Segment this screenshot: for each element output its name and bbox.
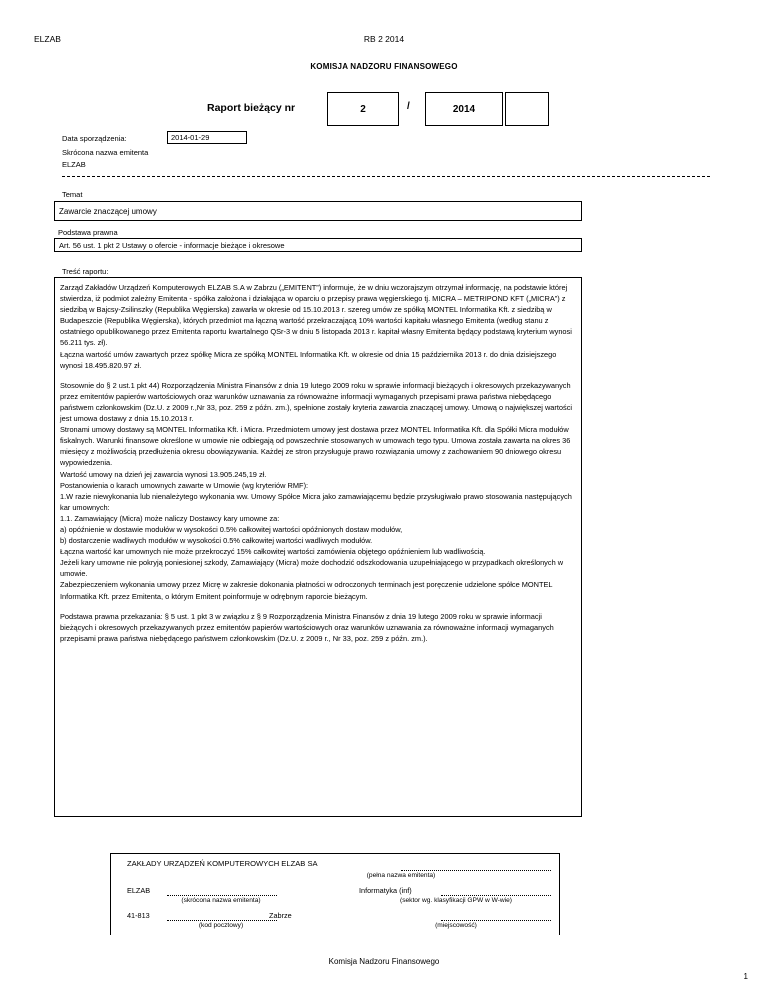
short-name-value: ELZAB [62, 160, 86, 169]
dotted-rule [401, 870, 551, 871]
subject-value: Zawarcie znaczącej umowy [54, 201, 582, 221]
content-paragraph: Podstawa prawna przekazania: § 5 ust. 1 pkt 3 w związku z § 9 Rozporządzenia Ministra Finansów z dnia 19 lutego 2009 roku w sprawie informacji bieżących i okresowych przekazywanych przez emitentów papierów wartościowych oraz warunków uznawania za równoważne informacji wymaganych przepisami prawa państwa niebędącego państwem członkowskim (Dz.U. z 2009 r., Nr 33, poz. 259 z późn. zm.). [60, 611, 554, 643]
report-number-row [207, 92, 587, 126]
date-label: Data sporządzenia: [62, 134, 127, 143]
dotted-rule [441, 920, 551, 921]
content-paragraph: 1.W razie niewykonania lub nienależytego wykonania ww. Umowy Spółce Micra jako zamawiającemu będzie przysługiwało prawo stosowania następujących kar umownych: [60, 491, 572, 512]
divider [62, 176, 710, 177]
page-header [0, 34, 768, 46]
legal-basis-label: Podstawa prawna [58, 228, 118, 237]
report-year-box: 2014 [425, 92, 503, 126]
dotted-rule [167, 895, 277, 896]
content-paragraph: Łączna wartość kar umownych nie może przekroczyć 15% całkowitej wartości zamówienia objętego opóźnieniem lub wadliwością. [60, 547, 486, 557]
dotted-rule [167, 920, 277, 921]
subject-label: Temat [62, 190, 83, 199]
date-value: 2014-01-29 [167, 131, 247, 144]
issuer-sector: Informatyka (inf) [359, 886, 412, 895]
content-paragraph: Stronami umowy dostawy są MONTEL Informatika Kft. i Micra. Przedmiotem umowy jest dostawa przez MONTEL Informatika Kft. dla Spółki Micra modułów fiskalnych. Warunki finansowe określone w umowie nie odbiegają od powszechnie stosowanych w umowach tego typu. Umowa została zawarta na okres 36 miesięcy z możliwością przedłużenia okresu obowiązywania. Każdej ze stron przysługuje prawo rozwiązania umowy z zachowaniem 90 dniowego okresu wypowiedzenia. [60, 425, 571, 468]
legal-basis-value: Art. 56 ust. 1 pkt 2 Ustawy o ofercie - informacje bieżące i okresowe [54, 238, 582, 252]
issuer-short-name: ELZAB [127, 886, 151, 895]
header-company: ELZAB [34, 34, 61, 44]
header-report-ref: RB 2 2014 [363, 34, 405, 44]
content-paragraph: Jeżeli kary umowne nie pokryją poniesionej szkody, Zamawiający (Micra) może dochodzić odszkodowania uzupełniającego w przypadkach określonych w umowie. [60, 558, 564, 579]
footer-institution: Komisja Nadzoru Finansowego [328, 957, 440, 966]
city-caption: (miejscowość) [435, 922, 477, 929]
content-paragraph: Łączna wartość umów zawartych przez spółkę Micra ze spółką MONTEL Informatika Kft. w okresie od dnia 15 października 2013 r. do dnia dzisiejszego wynosi 18.495.820.97 zł. [60, 349, 557, 370]
page-title: KOMISJA NADZORU FINANSOWEGO [310, 62, 458, 71]
short-name-label: Skrócona nazwa emitenta [62, 148, 149, 157]
content-paragraph: Wartość umowy na dzień jej zawarcia wynosi 13.905.245,19 zł. [60, 469, 267, 479]
content-paragraph: Zarząd Zakładów Urządzeń Komputerowych ELZAB S.A w Zabrzu („EMITENT”) informuje, że w dniu wczorajszym otrzymał informację, na podstawie której stwierdza, iż podmiot zależny Emitenta - spółka założona i działająca w oparciu o przepisy prawa węgierskiego tj. MICRA – METRIPOND KFT („MICRA”) z siedzibą w Bajcsy-Zsilinszky (Republika Węgierska) zawarła w okresie od 15.10.2013 r. szereg umów ze spółką MONTEL Informatika Kft. z siedzibą w Budapeszcie (Republika Węgierska), których przedmiot ma łączną wartość przekraczającą 10% wartości kapitału własnego Emitenta (według stanu z ostatniego opublikowanego przez Emitenta raportu kwartalnego QSr-3 w dniu 5 listopada 2013 r. kapitał własny Emitenta będący podstawą kryterium wynosi 56.211 tys. zł). [60, 283, 572, 348]
report-number-box: 2 [327, 92, 399, 126]
content-paragraph: a) opóźnienie w dostawie modułów w wysokości 0.5% całkowitej wartości opóźnionych dostaw modułów, [60, 524, 403, 534]
page-number: 1 [743, 972, 748, 981]
short-name-caption: (skrócona nazwa emitenta) [181, 897, 261, 904]
report-extra-box [505, 92, 549, 126]
content-label: Treść raportu: [62, 267, 109, 276]
meta-block [62, 133, 712, 169]
postal-caption: (kod pocztowy) [198, 922, 244, 929]
sector-caption: (sektor wg. klasyfikacji GPW w W-wie) [400, 897, 512, 904]
content-paragraph: Postanowienia o karach umownych zawarte w Umowie (wg kryteriów RMF): [60, 480, 309, 490]
issuer-postal-code: 41-813 [127, 911, 150, 920]
signature-block [110, 853, 560, 935]
report-separator: / [407, 101, 410, 112]
full-name-caption: (pełna nazwa emitenta) [366, 872, 436, 879]
issuer-full-name: ZAKŁADY URZĄDZEŃ KOMPUTEROWYCH ELZAB SA [127, 859, 318, 868]
content-paragraph: Zabezpieczeniem wykonania umowy przez Micrę w zakresie dokonania płatności w odroczonych terminach jest poręczenie udzielone spółce MONTEL Informatika Kft. przez Emitenta, o którym Emitent poinformuje w odrębnym raporcie bieżącym. [60, 580, 553, 601]
issuer-city: Zabrze [269, 911, 292, 920]
content-paragraph: 1.1. Zamawiający (Micra) może naliczy Dostawcy kary umowne za: [60, 513, 280, 523]
content-paragraph: Stosownie do § 2 ust.1 pkt 44) Rozporządzenia Ministra Finansów z dnia 19 lutego 2009 roku w sprawie informacji bieżących i okresowych przekazywanych przez emitentów papierów wartościowych oraz warunków uznawania za równoważne informacji wymaganych przepisami prawa państwa niebędącego państwem członkowskim (Dz.U. z 2009 r.,Nr 33, poz. 259 z późn. zm.), spełnione zostały kryteria zawarcia znaczącej umowy. Umową o największej wartości jest umowa dostawy z dnia 15.10.2013 r. [60, 380, 573, 424]
content-body [54, 277, 582, 817]
dotted-rule [441, 895, 551, 896]
content-paragraph: b) dostarczenie wadliwych modułów w wysokości 0.5% całkowitej wartości wadliwych modułów. [60, 536, 373, 546]
report-label: Raport bieżący nr [207, 102, 296, 114]
